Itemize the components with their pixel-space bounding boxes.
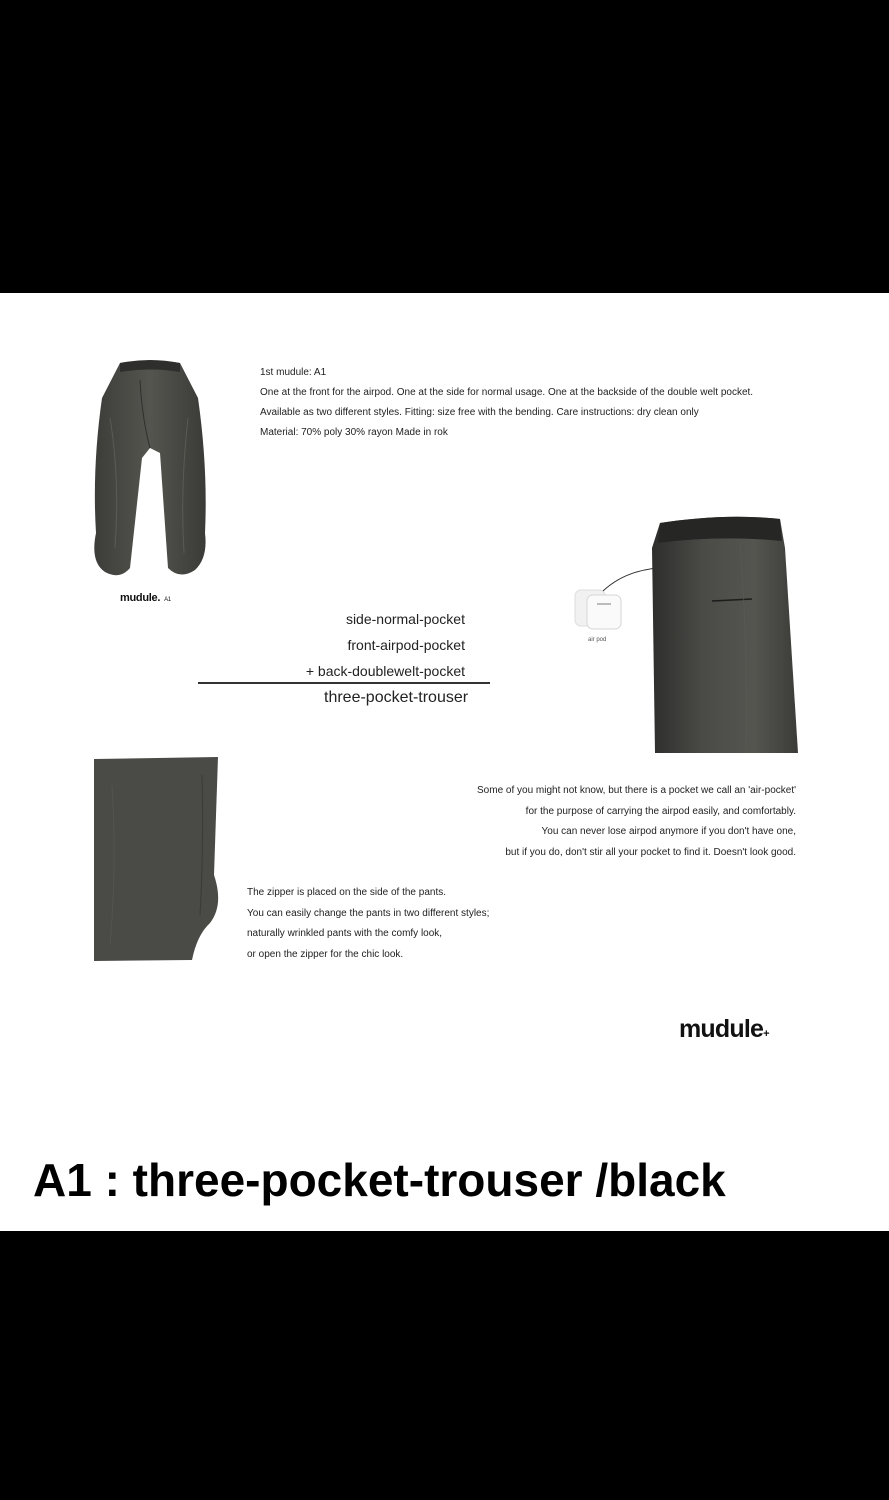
zipper-line-3: naturally wrinkled pants with the comfy look,: [247, 928, 443, 939]
zipper-text: [247, 883, 489, 965]
zipper-detail-image: [92, 755, 228, 965]
spec-line-4: Material: 70% poly 30% rayon Made in rok: [260, 427, 448, 438]
top-black-band: [0, 0, 889, 293]
spec-line-3: Available as two different styles. Fitting: size free with the bending. Care instructions: dry clean only: [260, 407, 699, 418]
equation-divider: [198, 682, 490, 684]
airpocket-line-4: but if you do, don't stir all your pocket to find it. Doesn't look good.: [505, 846, 796, 858]
brand-name-large: mudule: [679, 1015, 764, 1043]
bottom-black-band: [0, 1231, 889, 1500]
spec-text: [260, 363, 753, 443]
pocket-item-back: + back-doublewelt-pocket: [305, 663, 465, 679]
brand-name: mudule: [120, 592, 158, 604]
airpocket-text: [477, 781, 796, 863]
brand-dot: .: [157, 592, 161, 604]
brand-logo-small: [120, 592, 171, 604]
zipper-line-1: The zipper is placed on the side of the pants.: [247, 887, 447, 898]
product-detail-panel: [0, 293, 889, 1231]
brand-logo-large: [679, 1015, 769, 1044]
airpocket-line-3: You can never lose airpod anymore if you don't have one,: [541, 826, 796, 837]
brand-plus: +: [763, 1028, 769, 1040]
trousers-closeup-image: [650, 513, 802, 753]
pocket-result: three-pocket-trouser: [324, 689, 469, 706]
product-headline: A1 : three-pocket-trouser /black: [33, 1154, 726, 1206]
pocket-item-side: side-normal-pocket: [345, 611, 465, 627]
model-tag: A1: [164, 597, 171, 603]
zipper-line-4: or open the zipper for the chic look.: [247, 948, 404, 960]
spec-line-2: One at the front for the airpod. One at the side for normal usage. One at the backside of the double welt pocket.: [260, 387, 754, 398]
pocket-item-front: front-airpod-pocket: [347, 637, 465, 653]
spec-line-1: 1st mudule: A1: [260, 367, 327, 378]
zipper-line-2: You can easily change the pants in two different styles;: [247, 907, 490, 919]
trousers-front-image: [80, 358, 220, 583]
airpocket-line-1: Some of you might not know, but there is a pocket we call an 'air-pocket': [477, 785, 796, 796]
airpod-label: air pod: [588, 637, 607, 643]
airpocket-line-2: for the purpose of carrying the airpod easily, and comfortably.: [525, 805, 796, 817]
